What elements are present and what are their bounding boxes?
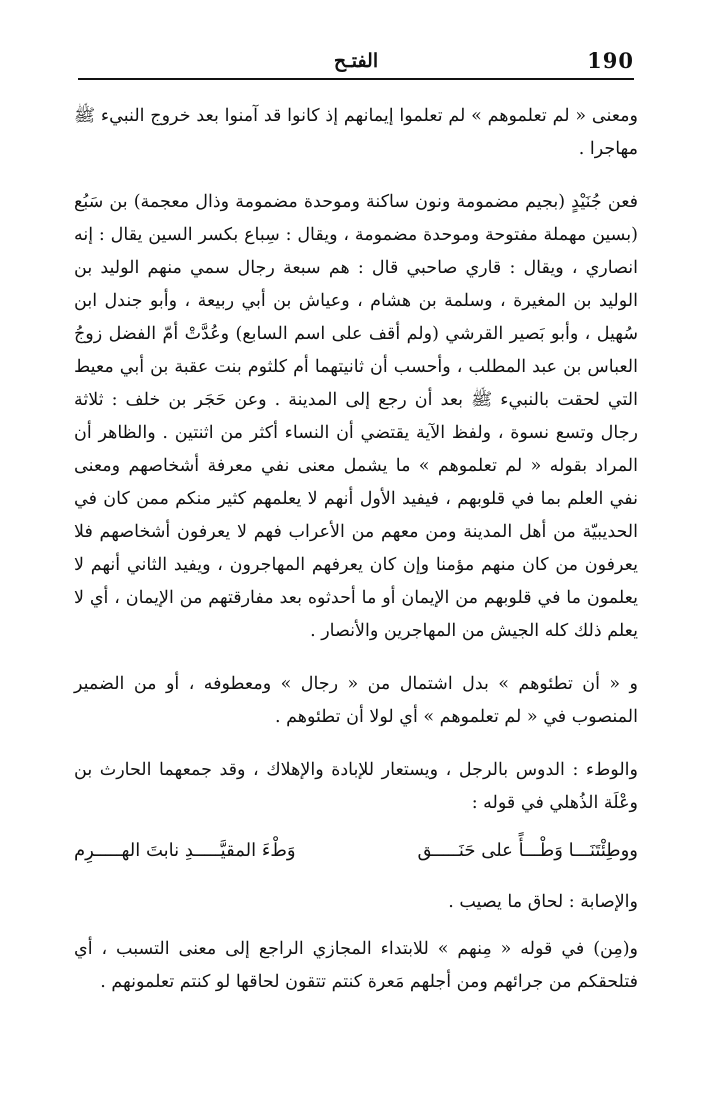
poetry-verse — [74, 834, 638, 868]
paragraph-junayd: فعن جُنَيْدٍ (بجيم مضمومة ونون ساكنة وموحدة مضمومة وذال معجمة) بن سَبُع (بسين مهملة مفتوحة وموحدة مضمومة ، ويقال : سِباع بكسر السين يقال : إنه انصاري ، ويقال : قاري صاحبي قال : هم سبعة رجال سمي منهم الوليد بن الوليد بن المغيرة ، وسلمة بن هشام ، وعياش بن أبي ربيعة ، وأبو جندل ابن سُهيل ، وأبو بَصير القرشي (ولم أقف على اسم السابع) وعُدَّتْ أمّ الفضل زوجُ العباس بن عبد المطلب ، وأحسب أن ثانيتهما أم كلثوم بنت عقبة بن أبي معيط التي لحقت بالنبيء ﷺ بعد أن رجع إلى المدينة . وعن حَجَر بن خلف : ثلاثة رجال وتسع نسوة ، ولفظ الآية يقتضي أن النساء أكثر من اثنتين . والظاهر أن المراد بقوله « لم تعلموهم » ما يشمل معنى نفي معرفة أشخاصهم ومعنى نفي العلم بما في قلوبهم ، فيفيد الأول أنهم لا يعلمهم كثير منكم ممن كان في الحديبيّة من أهل المدينة ومن معهم من الأعراب فهم لا يعرفون أشخاصهم فلا يعرفون من كان منهم مؤمنا وإن كان يعرفهم المهاجرون ، ويفيد الثاني أنهم لا يعلمون ما في قلوبهم من الإيمان أو ما أحدثوه بعد مفارقتهم من الإيمان ، أي لا يعلم ذلك كله الجيش من المهاجرين والأنصار . — [74, 192, 638, 641]
page-number: 190 — [587, 48, 634, 73]
paragraph-isaba: والإصابة : لحاق ما يصيب . — [448, 892, 638, 912]
paragraph-min: و(مِن) في قوله « مِنهم » للابتداء المجازي الراجع إلى معنى التسبب ، أي فتلحقكم من جرائهم ومن أجلهم مَعرة كنتم تتقون لحاقها لو كنتم تعلمونهم . — [74, 939, 638, 992]
page-header — [78, 40, 634, 80]
chapter-title: الفتـح — [333, 50, 379, 72]
header-rule — [78, 78, 634, 80]
paragraph-meaning: ومعنى « لم تعلموهم » لم تعلموا إيمانهم إذ كانوا قد آمنوا بعد خروج النبيء ﷺ مهاجرا . — [74, 106, 638, 159]
verse-hemistich-first: ووطِئْتَنَـــا وَطْـــأً على حَنَـــــق — [417, 840, 638, 861]
verse-hemistich-second: وَطْءَ المقيَّـــــدِ نابتَ الهـــــرِم — [74, 840, 296, 861]
paragraph-tatauhum: و « أن تطئوهم » بدل اشتمال من « رجال » ومعطوفه ، أو من الضمير المنصوب في « لم تعلموهم » أي لولا أن تطئوهم . — [74, 674, 638, 727]
paragraph-watr: والوطء : الدوس بالرجل ، ويستعار للإبادة والإهلاك ، وقد جمعهما الحارث بن وعْلَة الذُهلي في قوله : — [74, 760, 638, 813]
page-body — [74, 100, 638, 1019]
